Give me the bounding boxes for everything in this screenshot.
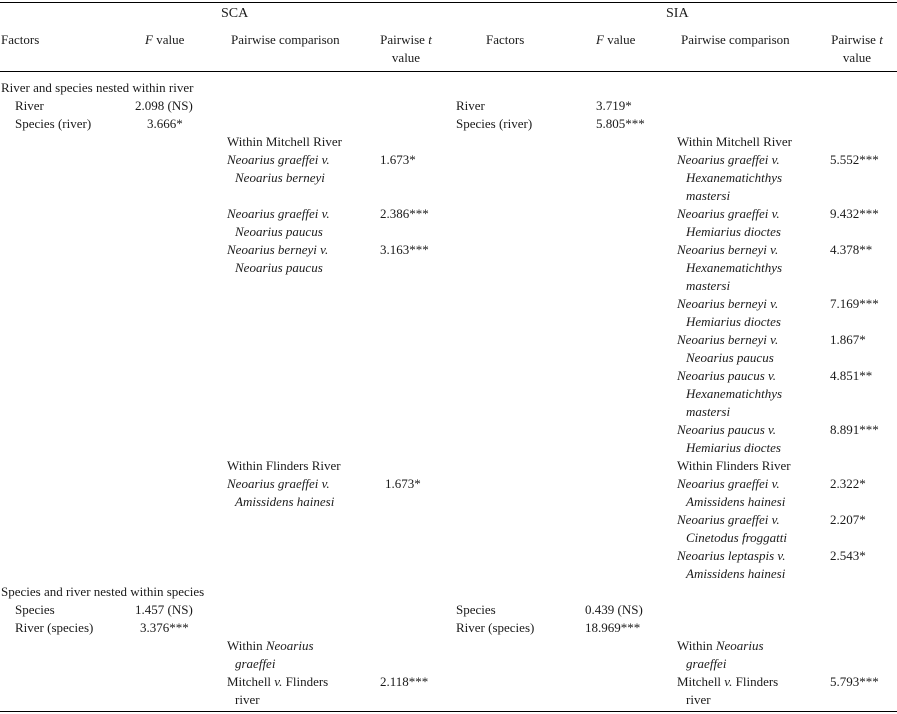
sca-within-neoarius-label (227, 637, 314, 655)
sca-flinders-pair-1-t: 1.673* (385, 476, 421, 491)
within-genus: Neoarius (715, 638, 764, 653)
within-genus: Neoarius (265, 638, 314, 653)
sca-mitchell-pair-3-t: 3.163*** (380, 242, 429, 257)
mitchell-prefix: Mitchell (677, 674, 725, 689)
sia-mitchell-pair-4-b: Hemiarius dioctes (686, 314, 781, 329)
versus-label: v. (274, 674, 283, 689)
f-letter: F (145, 32, 153, 47)
sia-mitchell-pair-1-t: 5.552*** (830, 152, 879, 167)
pairwise-prefix: Pairwise (380, 32, 429, 47)
factor-species-sca: Species (15, 602, 55, 617)
sca-mitchell-pair-1-a: Neoarius graeffei v. (227, 152, 330, 167)
sia-within-flinders-label: Within Flinders River (677, 458, 791, 473)
section-title-species: Species and river nested within species (1, 584, 205, 599)
sca-flinders-pair-1-b: Amissidens hainesi (235, 494, 335, 509)
f-river2-sia: 18.969*** (585, 620, 641, 635)
factor-species-river-sca: Species (river) (15, 116, 92, 131)
sia-within-mitchell-label: Within Mitchell River (677, 134, 793, 149)
sia-mitchell-pair-2-b: Hemiarius dioctes (686, 224, 781, 239)
sia-mitchell-pair-6-t: 4.851** (830, 368, 873, 383)
section-title-river: River and species nested within river (1, 80, 194, 95)
sia-mitchell-flinders-t: 5.793*** (830, 674, 879, 689)
sia-mitchell-pair-4-a: Neoarius berneyi v. (677, 296, 779, 311)
within-prefix: Within (227, 638, 266, 653)
col-header-pairwise-t-sia (823, 31, 891, 67)
sia-mitchell-pair-1-a: Neoarius graeffei v. (677, 152, 780, 167)
f-value-suffix: value (603, 32, 636, 47)
sia-flinders-pair-1-b: Amissidens hainesi (686, 494, 786, 509)
sca-mitchell-pair-3-b: Neoarius paucus (235, 260, 323, 275)
sia-mitchell-pair-6-a: Neoarius paucus v. (677, 368, 777, 383)
sia-within-neoarius-label (677, 637, 764, 655)
sia-mitchell-pair-7-a: Neoarius paucus v. (677, 422, 777, 437)
sia-mitchell-pair-2-a: Neoarius graeffei v. (677, 206, 780, 221)
mitchell-prefix: Mitchell (227, 674, 275, 689)
f-species2-sia: 0.439 (NS) (585, 602, 643, 617)
sia-mitchell-pair-5-b: Neoarius paucus (686, 350, 774, 365)
sia-mitchell-pair-3-t: 4.378** (830, 242, 873, 257)
sca-mitchell-flinders-t: 2.118*** (380, 674, 429, 689)
sca-flinders-pair-1-a: Neoarius graeffei v. (227, 476, 330, 491)
sia-flinders-pair-3-t: 2.543* (830, 548, 866, 563)
pairwise-prefix: Pairwise (831, 32, 880, 47)
sca-river-word: river (235, 692, 260, 707)
sia-mitchell-pair-6-b: Hexanematichthys (686, 386, 783, 401)
sca-mitchell-pair-3-a: Neoarius berneyi v. (227, 242, 329, 257)
sia-mitchell-pair-3-a: Neoarius berneyi v. (677, 242, 779, 257)
flinders-suffix: Flinders (732, 674, 779, 689)
sia-mitchell-pair-6-c: mastersi (686, 404, 731, 419)
col-header-fvalue-sca (145, 31, 184, 49)
t-letter: t (879, 32, 883, 47)
sia-mitchell-pair-1-c: mastersi (686, 188, 731, 203)
f-letter: F (596, 32, 604, 47)
sca-mitchell-pair-2-b: Neoarius paucus (235, 224, 323, 239)
col-header-pairwise-sca: Pairwise comparison (231, 32, 340, 47)
bottom-rule (0, 711, 897, 712)
factor-river-species-sca: River (species) (15, 620, 94, 635)
sca-within-mitchell-label: Within Mitchell River (227, 134, 343, 149)
f-river-sca: 2.098 (NS) (135, 98, 193, 113)
top-rule (0, 2, 897, 3)
sca-mitchell-pair-1-t: 1.673* (380, 152, 416, 167)
sia-flinders-pair-3-b: Amissidens hainesi (686, 566, 786, 581)
within-prefix: Within (677, 638, 716, 653)
f-species2-sca: 1.457 (NS) (135, 602, 193, 617)
sia-mitchell-pair-4-t: 7.169*** (830, 296, 879, 311)
flinders-suffix: Flinders (282, 674, 329, 689)
col-header-pairwise-t-sca (372, 31, 440, 67)
col-header-factors-sca: Factors (1, 32, 40, 47)
factor-river-species-sia: River (species) (456, 620, 535, 635)
sca-group-heading: SCA (221, 6, 249, 21)
sia-river-word: river (686, 692, 711, 707)
sca-mitchell-pair-2-t: 2.386*** (380, 206, 429, 221)
sia-mitchell-pair-7-t: 8.891*** (830, 422, 879, 437)
sia-flinders-pair-2-t: 2.207* (830, 512, 866, 527)
sia-flinders-pair-3-a: Neoarius leptaspis v. (677, 548, 786, 563)
factor-species-sia: Species (456, 602, 496, 617)
sia-flinders-pair-1-a: Neoarius graeffei v. (677, 476, 780, 491)
f-river-sia: 3.719* (596, 98, 632, 113)
f-species-sia: 5.805*** (596, 116, 645, 131)
factor-river-sca: River (15, 98, 44, 113)
factor-species-river-sia: Species (river) (456, 116, 533, 131)
sca-mitchell-pair-1-b: Neoarius berneyi (235, 170, 325, 185)
t-letter: t (428, 32, 432, 47)
sca-mitchell-pair-2-a: Neoarius graeffei v. (227, 206, 330, 221)
header-rule (0, 71, 897, 72)
f-species-sca: 3.666* (147, 116, 183, 131)
sia-mitchell-pair-7-b: Hemiarius dioctes (686, 440, 781, 455)
col-header-fvalue-sia (596, 31, 635, 49)
f-river2-sca: 3.376*** (140, 620, 189, 635)
sia-flinders-pair-2-a: Neoarius graeffei v. (677, 512, 780, 527)
sia-mitchell-pair-5-t: 1.867* (830, 332, 866, 347)
value-word: value (391, 50, 421, 65)
sca-within-neoarius-species: graeffei (235, 656, 276, 671)
sia-mitchell-pair-3-c: mastersi (686, 278, 731, 293)
sia-mitchell-pair-3-b: Hexanematichthys (686, 260, 783, 275)
sia-mitchell-pair-1-b: Hexanematichthys (686, 170, 783, 185)
sia-group-heading: SIA (666, 6, 689, 21)
sia-flinders-pair-2-b: Cinetodus froggatti (686, 530, 787, 545)
sia-within-neoarius-species: graeffei (686, 656, 727, 671)
sca-mitchell-flinders-pair (227, 673, 328, 691)
sia-flinders-pair-1-t: 2.322* (830, 476, 866, 491)
sia-mitchell-pair-2-t: 9.432*** (830, 206, 879, 221)
col-header-pairwise-sia: Pairwise comparison (681, 32, 790, 47)
value-word: value (842, 50, 872, 65)
col-header-factors-sia: Factors (486, 32, 525, 47)
sia-mitchell-flinders-pair (677, 673, 778, 691)
sca-within-flinders-label: Within Flinders River (227, 458, 341, 473)
f-value-suffix: value (152, 32, 185, 47)
versus-label: v. (724, 674, 733, 689)
factor-river-sia: River (456, 98, 485, 113)
sia-mitchell-pair-5-a: Neoarius berneyi v. (677, 332, 779, 347)
